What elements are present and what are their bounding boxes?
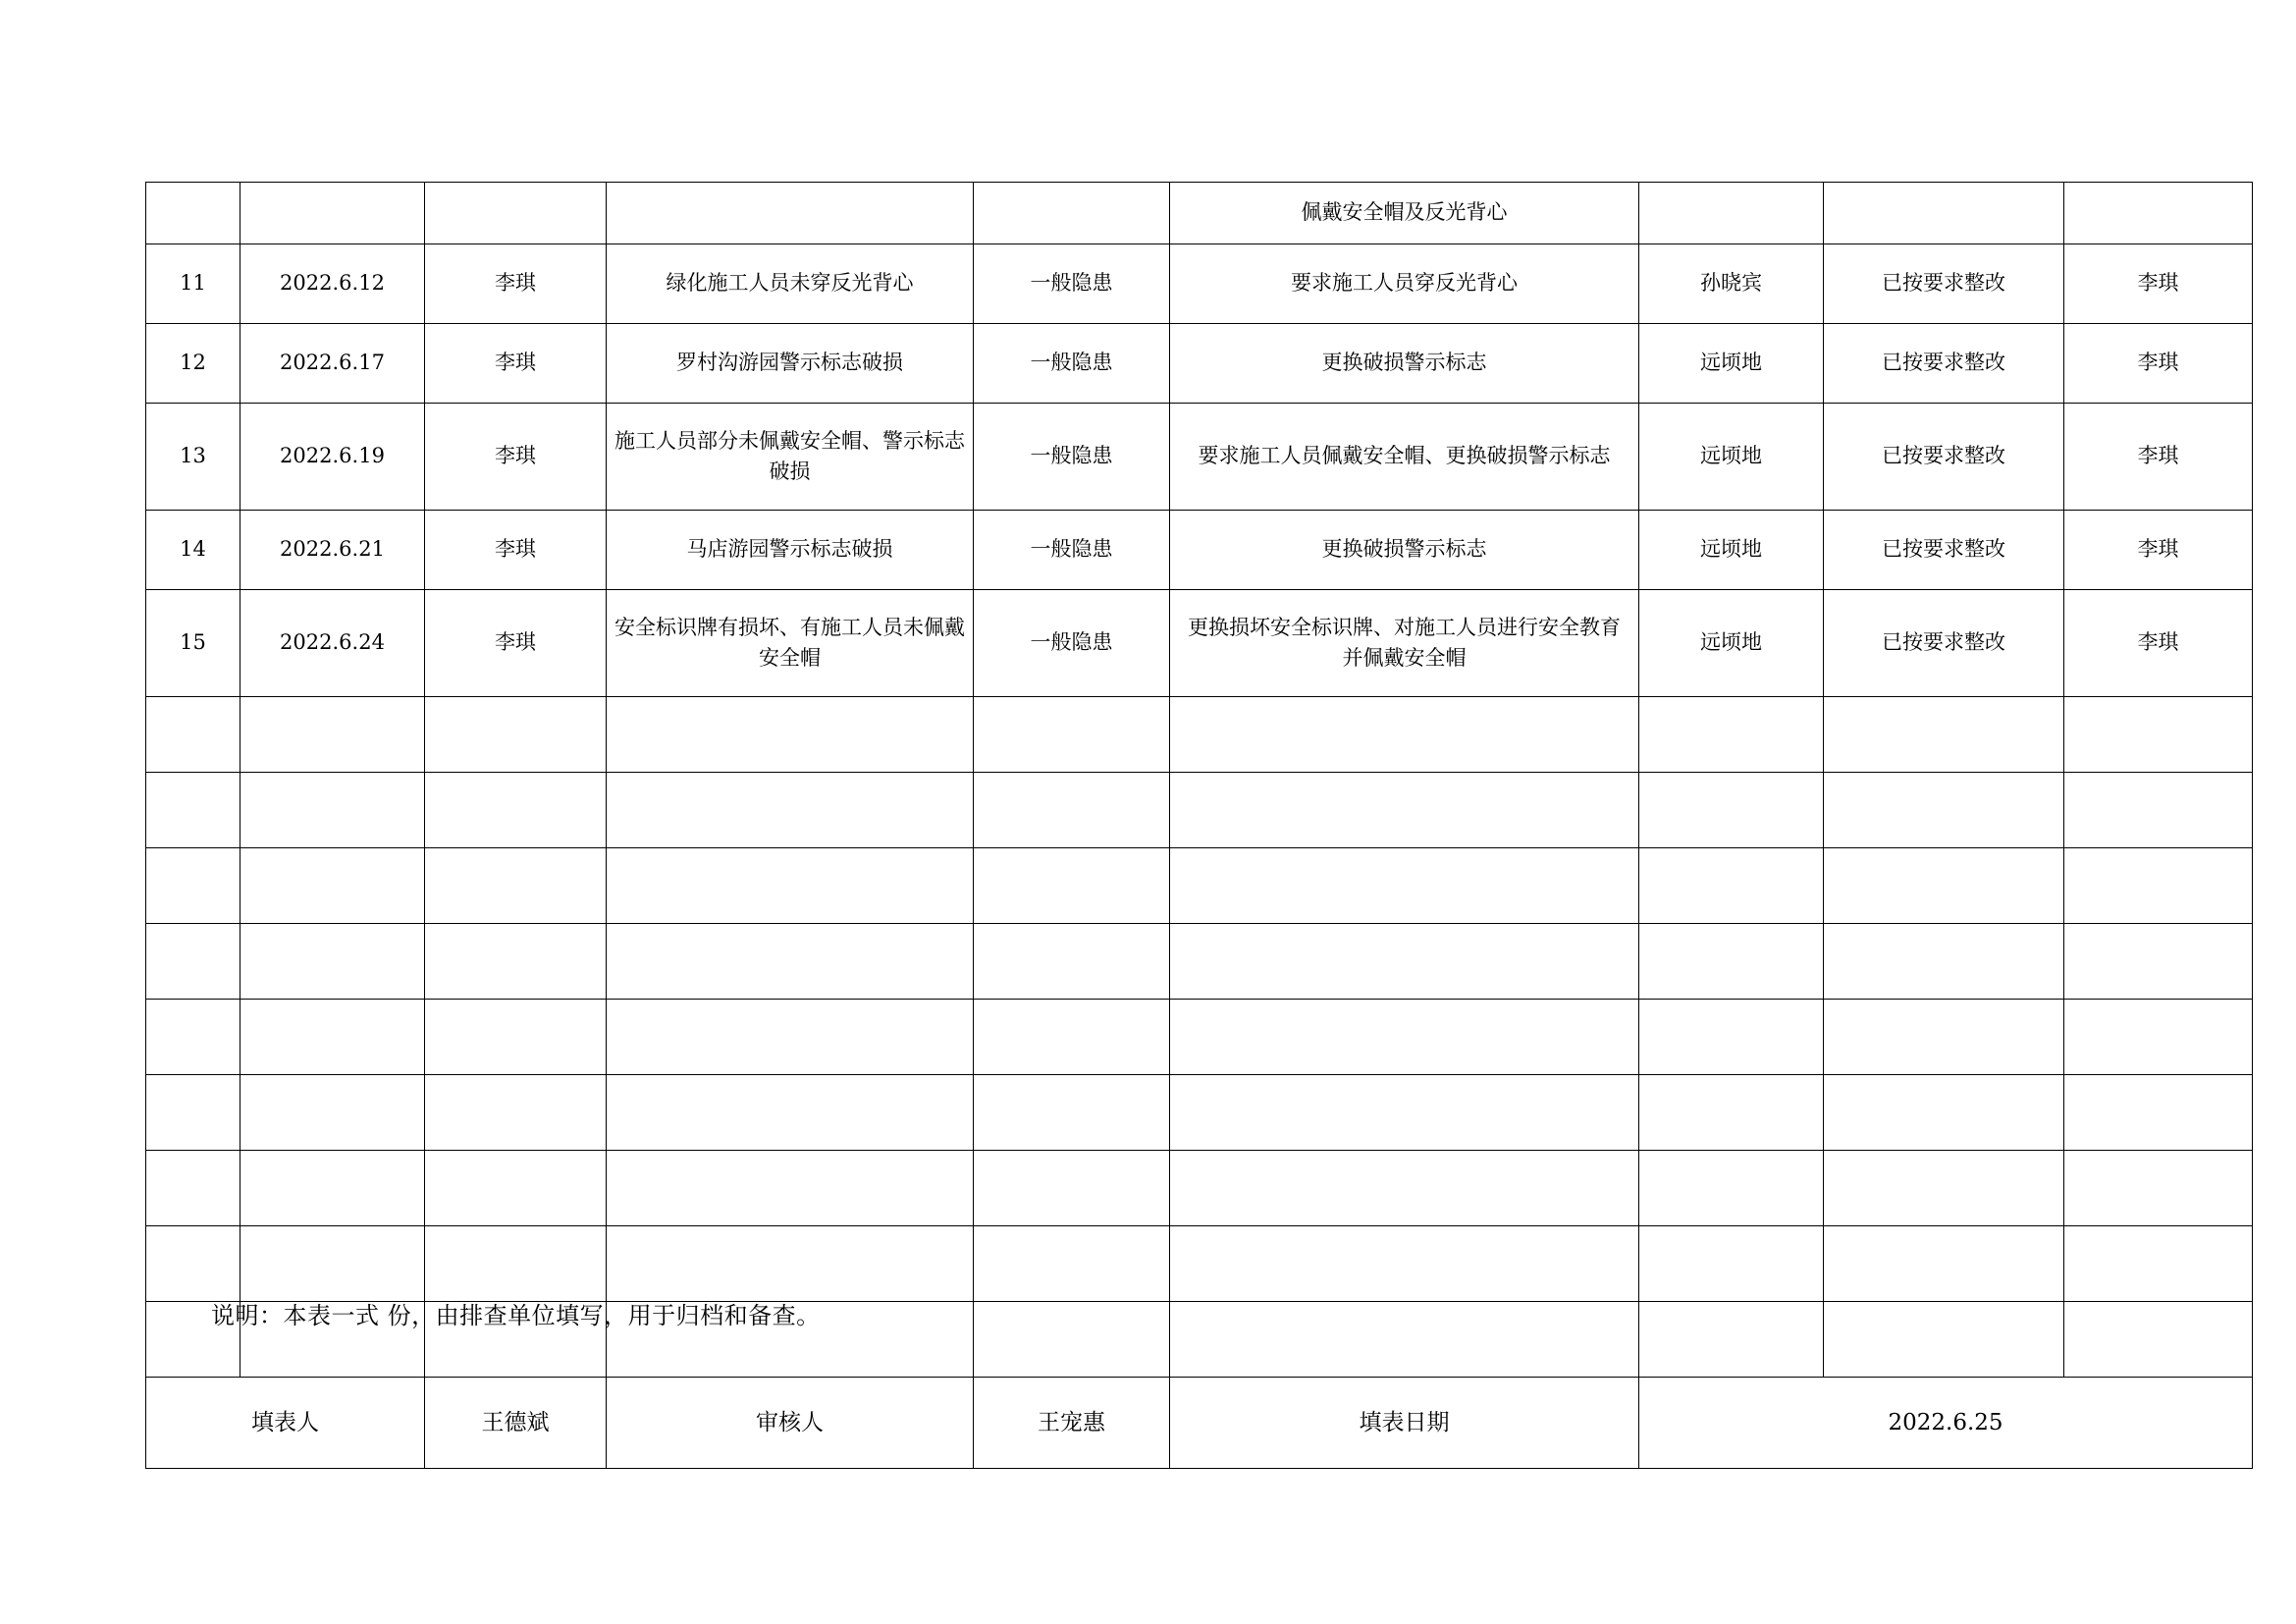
cell-level xyxy=(974,1151,1170,1226)
cell-measure xyxy=(1170,697,1639,773)
cell-date xyxy=(240,1226,425,1302)
cell-measure xyxy=(1170,1075,1639,1151)
cell-level xyxy=(974,1226,1170,1302)
cell-check xyxy=(2064,1151,2253,1226)
cell-level xyxy=(974,697,1170,773)
cell-desc xyxy=(607,773,974,848)
form-note: 说明：本表一式 份，由排查单位填写，用于归档和备查。 xyxy=(211,1302,821,1329)
footer-filler-value: 王德斌 xyxy=(425,1378,607,1469)
cell-resp xyxy=(1639,1000,1824,1075)
cell-no xyxy=(146,1075,240,1151)
cell-date: 2022.6.21 xyxy=(240,511,425,590)
cell-measure xyxy=(1170,848,1639,924)
cell-resp xyxy=(1639,1302,1824,1378)
footer-reviewer-label: 审核人 xyxy=(607,1378,974,1469)
cell-measure xyxy=(1170,1000,1639,1075)
cell-status xyxy=(1824,183,2064,244)
cell-desc xyxy=(607,848,974,924)
table-row-empty xyxy=(146,1226,2253,1302)
cell-measure xyxy=(1170,924,1639,1000)
cell-desc xyxy=(607,1151,974,1226)
cell-date xyxy=(240,1000,425,1075)
cell-status: 已按要求整改 xyxy=(1824,511,2064,590)
cell-check xyxy=(2064,848,2253,924)
cell-no xyxy=(146,183,240,244)
cell-level: 一般隐患 xyxy=(974,324,1170,404)
cell-resp: 远顷地 xyxy=(1639,324,1824,404)
table-row-empty xyxy=(146,1075,2253,1151)
table-row xyxy=(146,244,2253,324)
cell-person: 李琪 xyxy=(425,244,607,324)
table-row xyxy=(146,590,2253,697)
cell-measure: 要求施工人员穿反光背心 xyxy=(1170,244,1639,324)
hazard-inspection-sheet xyxy=(145,182,2179,1469)
cell-desc: 马店游园警示标志破损 xyxy=(607,511,974,590)
cell-level xyxy=(974,1302,1170,1378)
cell-person xyxy=(425,848,607,924)
cell-person xyxy=(425,183,607,244)
cell-desc: 罗村沟游园警示标志破损 xyxy=(607,324,974,404)
cell-measure: 要求施工人员佩戴安全帽、更换破损警示标志 xyxy=(1170,404,1639,511)
cell-person xyxy=(425,697,607,773)
cell-date: 2022.6.12 xyxy=(240,244,425,324)
cell-no xyxy=(146,1000,240,1075)
cell-status: 已按要求整改 xyxy=(1824,324,2064,404)
cell-person: 李琪 xyxy=(425,590,607,697)
cell-status: 已按要求整改 xyxy=(1824,404,2064,511)
cell-date: 2022.6.24 xyxy=(240,590,425,697)
table-row xyxy=(146,511,2253,590)
table-row-empty xyxy=(146,773,2253,848)
cell-person xyxy=(425,1000,607,1075)
table-row-empty xyxy=(146,848,2253,924)
cell-level: 一般隐患 xyxy=(974,511,1170,590)
cell-status xyxy=(1824,697,2064,773)
cell-status xyxy=(1824,1151,2064,1226)
cell-no: 15 xyxy=(146,590,240,697)
cell-person: 李琪 xyxy=(425,404,607,511)
cell-check: 李琪 xyxy=(2064,324,2253,404)
cell-date xyxy=(240,183,425,244)
cell-resp xyxy=(1639,1075,1824,1151)
cell-date xyxy=(240,697,425,773)
cell-date xyxy=(240,773,425,848)
cell-resp xyxy=(1639,773,1824,848)
cell-person xyxy=(425,1075,607,1151)
cell-measure: 佩戴安全帽及反光背心 xyxy=(1170,183,1639,244)
cell-resp: 孙晓宾 xyxy=(1639,244,1824,324)
cell-desc xyxy=(607,183,974,244)
cell-check xyxy=(2064,773,2253,848)
cell-date xyxy=(240,848,425,924)
footer-filler-label: 填表人 xyxy=(146,1378,425,1469)
cell-desc xyxy=(607,924,974,1000)
cell-no: 12 xyxy=(146,324,240,404)
cell-level xyxy=(974,1000,1170,1075)
table-row-continuation xyxy=(146,183,2253,244)
cell-resp xyxy=(1639,697,1824,773)
cell-level xyxy=(974,183,1170,244)
cell-status xyxy=(1824,924,2064,1000)
cell-check: 李琪 xyxy=(2064,511,2253,590)
cell-check xyxy=(2064,697,2253,773)
table-row-empty xyxy=(146,1151,2253,1226)
table-row xyxy=(146,404,2253,511)
cell-status xyxy=(1824,848,2064,924)
cell-status xyxy=(1824,773,2064,848)
cell-check xyxy=(2064,183,2253,244)
cell-desc xyxy=(607,697,974,773)
cell-check xyxy=(2064,1075,2253,1151)
cell-no xyxy=(146,848,240,924)
cell-resp xyxy=(1639,183,1824,244)
cell-date: 2022.6.19 xyxy=(240,404,425,511)
table-row-empty xyxy=(146,924,2253,1000)
cell-resp: 远顷地 xyxy=(1639,511,1824,590)
table-footer-row xyxy=(146,1378,2253,1469)
cell-date: 2022.6.17 xyxy=(240,324,425,404)
cell-level: 一般隐患 xyxy=(974,404,1170,511)
cell-date xyxy=(240,1075,425,1151)
cell-no: 13 xyxy=(146,404,240,511)
table-row-empty xyxy=(146,697,2253,773)
cell-level xyxy=(974,924,1170,1000)
cell-no xyxy=(146,1151,240,1226)
cell-person: 李琪 xyxy=(425,324,607,404)
cell-check xyxy=(2064,924,2253,1000)
cell-check: 李琪 xyxy=(2064,590,2253,697)
cell-measure xyxy=(1170,773,1639,848)
cell-resp xyxy=(1639,1226,1824,1302)
cell-measure xyxy=(1170,1151,1639,1226)
cell-person xyxy=(425,1226,607,1302)
cell-desc xyxy=(607,1226,974,1302)
cell-status: 已按要求整改 xyxy=(1824,244,2064,324)
cell-desc: 绿化施工人员未穿反光背心 xyxy=(607,244,974,324)
cell-level xyxy=(974,1075,1170,1151)
cell-resp xyxy=(1639,1151,1824,1226)
cell-status xyxy=(1824,1000,2064,1075)
cell-status xyxy=(1824,1226,2064,1302)
cell-status: 已按要求整改 xyxy=(1824,590,2064,697)
cell-level xyxy=(974,773,1170,848)
cell-check: 李琪 xyxy=(2064,244,2253,324)
footer-reviewer-value: 王宠惠 xyxy=(974,1378,1170,1469)
cell-desc xyxy=(607,1000,974,1075)
cell-check: 李琪 xyxy=(2064,404,2253,511)
cell-status xyxy=(1824,1075,2064,1151)
cell-person: 李琪 xyxy=(425,511,607,590)
cell-check xyxy=(2064,1226,2253,1302)
cell-resp: 远顷地 xyxy=(1639,590,1824,697)
cell-level: 一般隐患 xyxy=(974,590,1170,697)
cell-measure: 更换破损警示标志 xyxy=(1170,324,1639,404)
cell-person xyxy=(425,924,607,1000)
footer-date-label: 填表日期 xyxy=(1170,1378,1639,1469)
cell-check xyxy=(2064,1000,2253,1075)
cell-status xyxy=(1824,1302,2064,1378)
cell-no: 14 xyxy=(146,511,240,590)
cell-no xyxy=(146,773,240,848)
cell-date xyxy=(240,1151,425,1226)
cell-check xyxy=(2064,1302,2253,1378)
cell-resp xyxy=(1639,924,1824,1000)
cell-level xyxy=(974,848,1170,924)
table-row-empty xyxy=(146,1000,2253,1075)
cell-desc: 施工人员部分未佩戴安全帽、警示标志破损 xyxy=(607,404,974,511)
cell-measure: 更换破损警示标志 xyxy=(1170,511,1639,590)
cell-desc: 安全标识牌有损坏、有施工人员未佩戴安全帽 xyxy=(607,590,974,697)
footer-date-value: 2022.6.25 xyxy=(1639,1378,2253,1469)
cell-no xyxy=(146,1226,240,1302)
cell-no xyxy=(146,697,240,773)
cell-level: 一般隐患 xyxy=(974,244,1170,324)
cell-measure xyxy=(1170,1302,1639,1378)
cell-no xyxy=(146,924,240,1000)
cell-person xyxy=(425,773,607,848)
cell-date xyxy=(240,924,425,1000)
cell-resp: 远顷地 xyxy=(1639,404,1824,511)
cell-resp xyxy=(1639,848,1824,924)
cell-no: 11 xyxy=(146,244,240,324)
cell-measure xyxy=(1170,1226,1639,1302)
cell-person xyxy=(425,1151,607,1226)
cell-measure: 更换损坏安全标识牌、对施工人员进行安全教育并佩戴安全帽 xyxy=(1170,590,1639,697)
table-row xyxy=(146,324,2253,404)
cell-desc xyxy=(607,1075,974,1151)
hazard-records-table xyxy=(145,182,2253,1469)
